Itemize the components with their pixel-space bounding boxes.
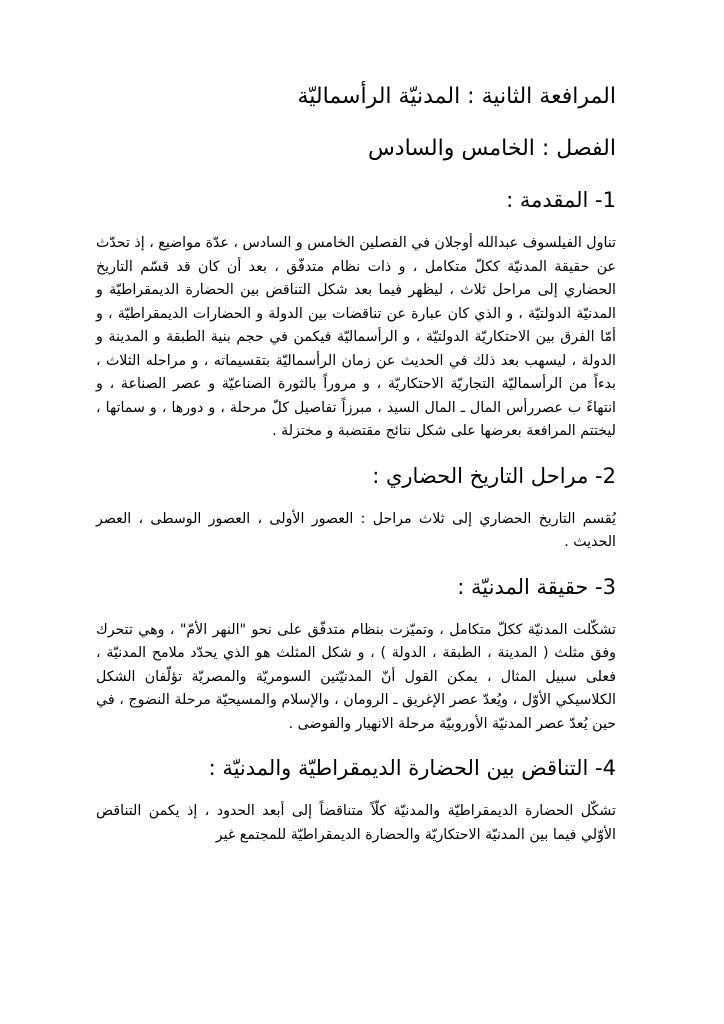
section-paragraph: يُقسم التاريخ الحضاري إلى ثلاث مراحل : العصور الأولى ، العصور الوسطى ، العصر الحديث . [96,510,616,550]
section-heading: 2- مراحل التاريخ الحضاري : [372,463,616,488]
section-paragraph: تشكّلت المدنيّة ككلّ متكامل ، وتميّزت بنظام متدفّق على نحو "النهر الأمّ" ، وهي تتحرك وفق مثلث ( المدينة ، الطبقة ، الدولة ) ، و شكل المثلث هو الذي يحدّد ملامح المدنيّة ، فعلى سبيل المثال ، يمكن القول أنّ المدنيّتين السومريّة والمصريّة تؤلّفان الشكل الكلاسيكي الأوّل ، ويُعدّ عصر الإغريق ـ الرومان ، والإسلام والمسيحيّة مرحلة النضوج ، في حين يُعدّ عصر المدنيّة الأوروبيّة مرحلة الانهيار والفوضى . [96,621,616,732]
document-page [96,82,616,865]
section-paragraph: تشكّل الحضارة الديمقراطيّة والمدنيّة كلّاً متناقضاً إلى أبعد الحدود ، إذ يكمن التناقض الأوّلي فيما بين المدنيّة الاحتكاريّة والحضارة الديمقراطيّة للمجتمع غير [96,803,616,843]
section-heading: 4- التناقض بين الحضارة الديمقراطيّة والمدنيّة : [208,756,616,780]
section-introduction [96,186,616,444]
document-subtitle: الفصل : الخامس والسادس [367,136,616,161]
section-heading: 3- حقيقة المدنيّة : [457,574,616,599]
document-title: المرافعة الثانية : المدنيّة الرأسماليّة [297,84,616,109]
section-paragraph: تناول الفيلسوف عبدالله أوجلان في الفصلين الخامس و السادس ، عدّة مواضيع ، إذ تحدّث عن حقيقة المدنيّة ككلّ متكامل ، و ذات نظام متدفّق ، بعد أن كان قد قسّم التاريخ الحضاري إلى مراحل ثلاث ، ليظهر فيما بعد شكل التناقض بين الحضارة الديمقراطيّة و المدنيّة الدولتيّة ، و الذي كان عبارة عن تناقضات بين الدولة و الحضارات الديمقراطيّة ، و أمّا الفرق بين الاحتكاريّة الدولتيّة ، و الرأسماليّة فيكمن في حجم بنية الطبقة و المدينة و الدولة ، ليسهب بعد ذلك في الحديث عن زمان الرأسماليّة بتقسيماته ، و مراحله الثلاث ، بدءاً من الرأسماليّة التجاريّة الاحتكاريّة ، و مروراً بالثورة الصناعيّة و عصر الصناعة ، و انتهاءً ب عصررأس المال ـ المال السيد ، مبرزاً تفاصيل كلّ مرحلة ، و دورها ، و سماتها ، ليختتم المرافعة بعرضها على شكل نتائج مقتضبة و مختزلة . [96,235,616,439]
section-civilization-reality [96,573,616,737]
section-contradiction [96,754,616,847]
section-heading: 1- المقدمة : [506,188,616,212]
section-civilization-stages [96,462,616,555]
